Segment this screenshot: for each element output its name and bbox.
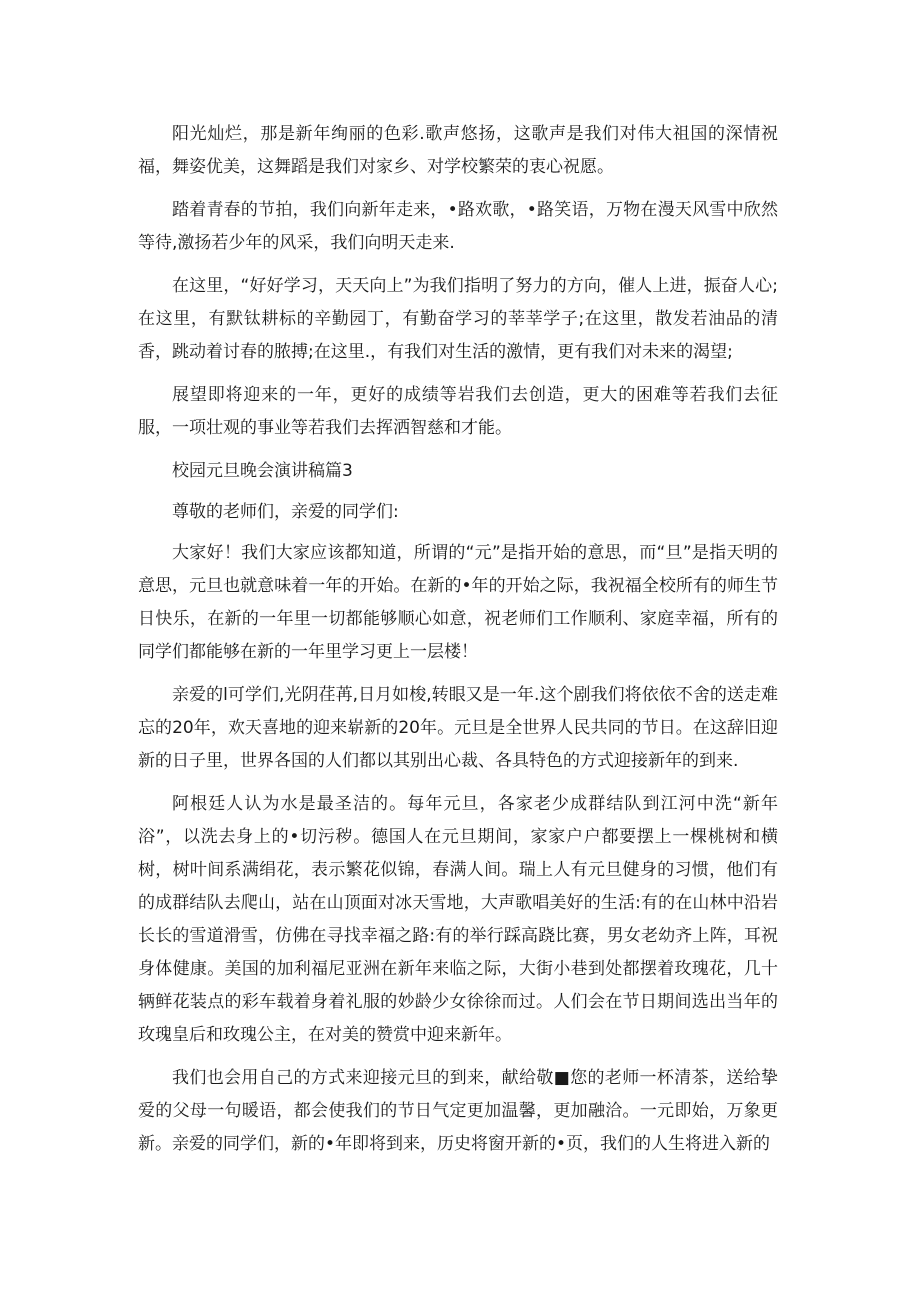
paragraph-8: 我们也会用自己的方式来迎接元旦的到来，献给敬■您的老师一杯清茶，送给挚爱的父母一句暖语，都会使我们的节日气定更加温馨，更加融洽。一元即始，万象更新。亲爱的同学们，新的•年即将到来，历史将窗开新的•页，我们的人生将进入新的 — [138, 1068, 778, 1154]
salutation: 尊敬的老师们，亲爱的同学们: — [172, 502, 399, 522]
paragraph-2: 踏着青春的节拍，我们向新年走来，•路欢歌，•路笑语，万物在漫天风雪中欣然等待,激扬若少年的风采，我们向明天走来. — [138, 200, 778, 253]
document-body — [138, 118, 778, 1171]
section-heading: 校园元旦晚会演讲稿篇3 — [172, 461, 353, 481]
paragraph-6: 亲爱的l可学们,光阴荏苒,日月如梭,转眼又是一年.这个剧我们将依依不舍的送走难忘的20年，欢天喜地的迎来崭新的20年。元旦是全世界人民共同的节日。在这辞旧迎新的日子里，世界各国的人们都以其别出心裁、各具特色的方式迎接新年的到来. — [138, 685, 778, 771]
paragraph-4: 展望即将迎来的一年，更好的成绩等岩我们去创造，更大的困难等若我们去征服，一项壮观的事业等若我们去挥洒智慈和才能。 — [138, 385, 778, 438]
paragraph-1: 阳光灿烂，那是新年绚丽的色彩.歌声悠扬，这歌声是我们对伟大祖国的深情祝福，舞姿优美，这舞蹈是我们对家乡、对学校繁荣的衷心祝愿。 — [138, 124, 778, 177]
paragraph-3: 在这里，“好好学习，天天向上”为我们指明了努力的方向，催人上进，振奋人心;在这里，有默钛耕标的辛勤园丁，有勤奋学习的莘莘学子;在这里，散发若油品的清香，跳动着讨春的脓搏;在这里.，有我们对生活的激情，更有我们对未来的渴望; — [138, 276, 778, 362]
paragraph-5: 大家好！我们大家应该都知道，所谓的“元”是指开始的意思，而“旦”是指天明的意思，元旦也就意味着一年的开始。在新的•年的开始之际，我祝福全校所有的师生节日快乐，在新的一年里一切都能够顺心如意，祝老师们工作顺利、家庭幸福，所有的同学们都能够在新的一年里学习更上一层楼！ — [138, 543, 778, 662]
paragraph-7: 阿根廷人认为水是最圣洁的。每年元旦，各家老少成群结队到江河中洗“新年浴”，以洗去身上的•切污秽。德国人在元旦期间，家家户户都要摆上一棵桃树和横树，树叶间系满绢花，表示繁花似锦，春满人间。瑞上人有元旦健身的习惯，他们有的成群结队去爬山，站在山顶面对冰天雪地，大声歌唱美好的生活:有的在山林中沿岩长长的雪道滑雪，仿佛在寻找幸福之路:有的举行踩高跷比赛，男女老幼齐上阵，耳祝身体健康。美国的加利福尼亚洲在新年来临之际，大街小巷到处都摆着玫瑰花，几十辆鲜花装点的彩车载着身着礼服的妙龄少女徐徐而过。人们会在节日期间选出当年的玫瑰皇后和玫瑰公主，在对美的赞赏中迎来新年。 — [138, 794, 778, 1045]
